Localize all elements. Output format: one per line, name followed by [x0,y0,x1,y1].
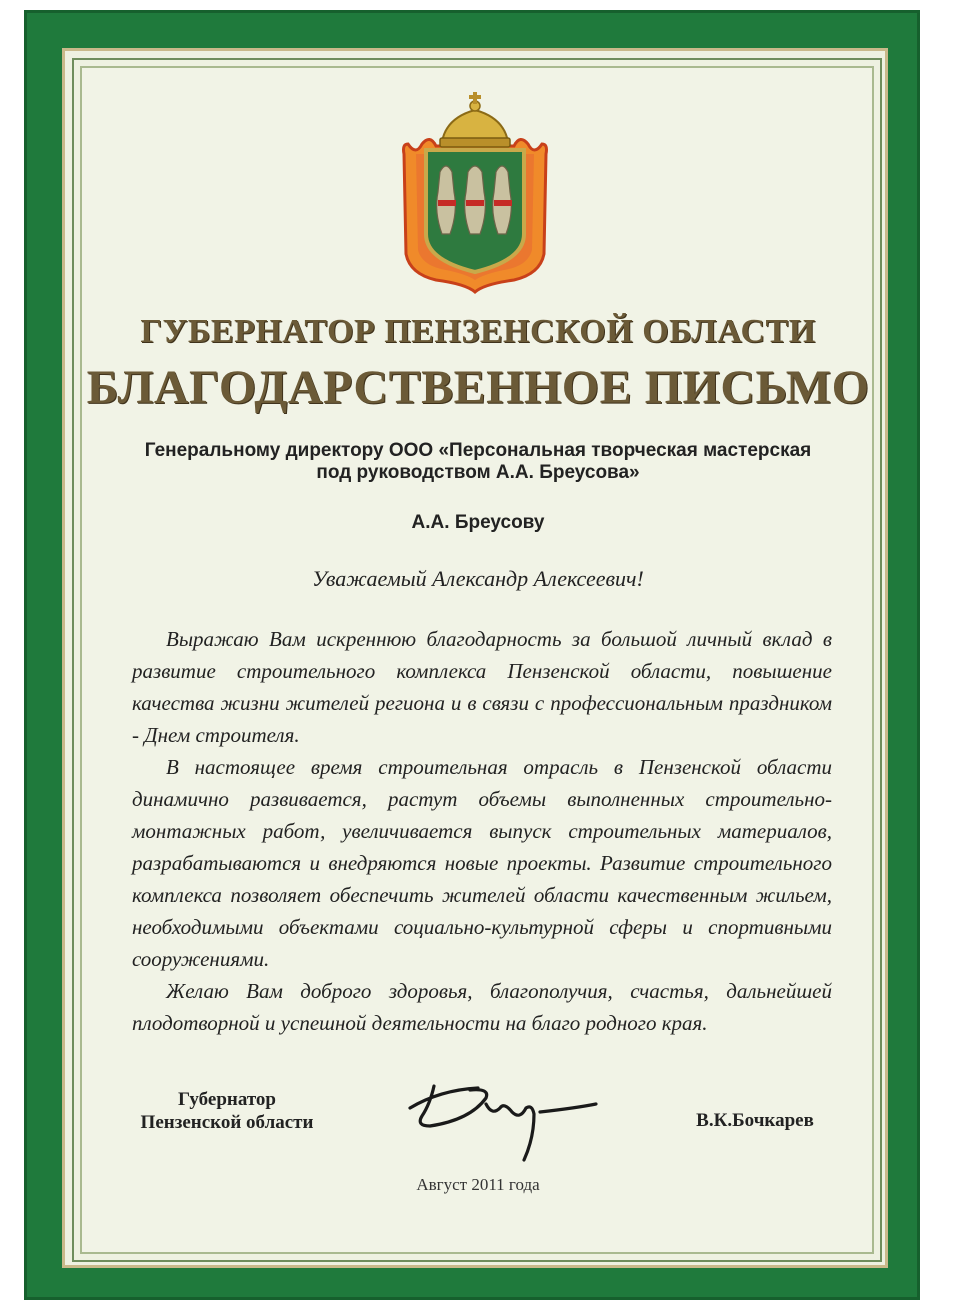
recipient-name: А.А. Бреусову [411,512,545,533]
body-paragraph-2: В настоящее время строительная отрасль в Пензенской области динамично развивается, растут объемы выполненных строительно-монтажных работ, увеличивается выпуск строительных материалов, разрабатываются и внедряются новые проекты. Развитие строительного комплекса позволяет обеспечить жителей области качественным жильем, необходимыми объектами социально-культурной сферы и спортивными сооружениями. [132,755,832,971]
signer-position-line-2: Пензенской области [140,1112,314,1133]
document-title: БЛАГОДАРСТВЕННОЕ ПИСЬМО [86,361,870,414]
letter-date: Август 2011 года [416,1175,540,1194]
document-header: ГУБЕРНАТОР ПЕНЗЕНСКОЙ ОБЛАСТИ [140,313,816,350]
signer-position [112,1088,342,1134]
signer-name: В.К.Бочкарев [696,1110,814,1131]
letter-body [132,623,832,1039]
coat-of-arms-icon [396,84,554,294]
signer-position-line-1: Губернатор [178,1089,276,1110]
greeting-line: Уважаемый Александр Алексеевич! [312,566,644,591]
body-paragraph-1: Выражаю Вам искреннюю благодарность за большой личный вклад в развитие строительного комплекса Пензенской области, повышение качества жизни жителей региона и в связи с профессиональным праздником - Днем строителя. [132,627,832,747]
body-paragraph-3: Желаю Вам доброго здоровья, благополучия, счастья, дальнейшей плодотворной и успешной деятельности на благо родного края. [132,979,832,1035]
addressee-line: Генеральному директору ООО «Персональная творческая мастерская под руководством А.А. Бреусова» [144,440,812,483]
handwritten-signature [400,1068,630,1168]
